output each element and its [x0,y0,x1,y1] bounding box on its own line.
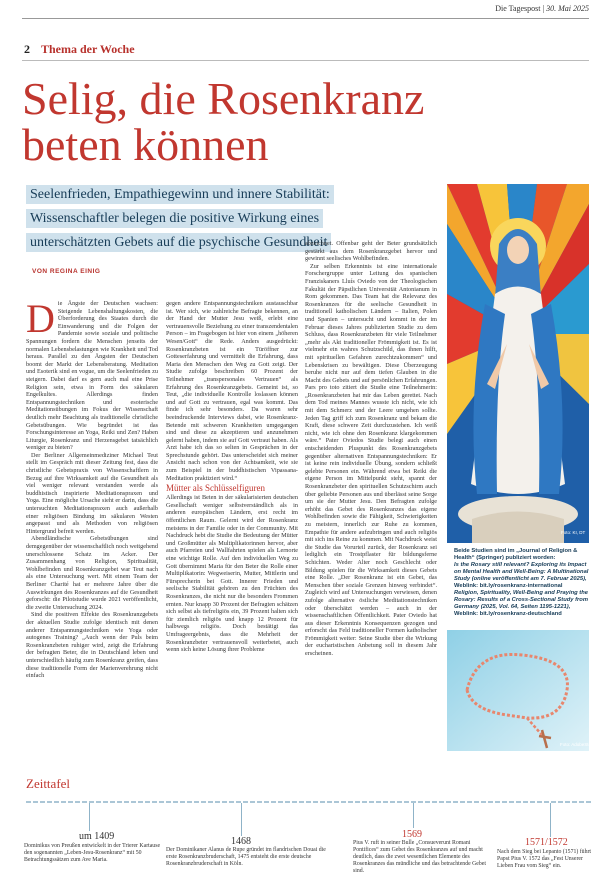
section-rule [22,60,589,61]
study-title-1: Is the Rosary still relevant? Exploring its Impact on Mental Health and Well-Being: A Multinational Study (online veröffentlicht am 7. Februar 2025), [454,562,589,582]
photo-credit: Foto: KI, DT [561,530,586,535]
timeline-year: 1569 [402,829,422,840]
study-infobox [454,548,592,618]
top-rule [22,18,589,19]
article-title: Selig, die Rosenkranz beten können [22,73,425,170]
madonna-image [447,184,589,543]
text-column-1 [26,300,158,758]
byline: VON REGINA EINIG [32,268,101,275]
timeline-tick [241,803,242,836]
rosary-image [447,630,589,751]
subheading: Mütter als Schlüsselfiguren [166,483,265,494]
timeline-year: um 1409 [79,831,115,842]
paragraph: abzeichnet. Offenbar geht der Beter grundsätzlich gestärkt aus dem Rosenkranzgebet hervor und gewinnt seelisches Wohlbefinden. [305,240,437,263]
publication-name: Die Tagespost [495,4,541,13]
timeline-axis [26,800,592,804]
paragraph: gegen andere Entspannungstechniken austauschbar ist. Wer sich, wie zahlreiche Befragte bekennen, an der Hand der Mutter Jesu weiß, erlebt eine vertrauensvolle Beziehung zu einer transzendentalen Person – im Fragebogen ist hier von einem „höheren Wesen/Gott“ die Rede. Anders ausgedrückt: Rosenkranzbeten ist ein Türöffner zur Gotteserfahrung und vermittelt die Erfahrung, dass Maria den Menschen den Weg zu Gott zeigt. Der Studie zufolge beschreiben 60 Prozent der Teilnehmer „transpersonales Vertrauen“ als Erfahrung des Rosenkranzgebets. Gemeint ist, so Teut, „die individuelle Kontrolle loslassen können und auf Gott zu vertrauen, egal was kommt. Das finde ich sehr besonders. Da waren sehr beeindruckende Interviews dabei, wie Rosenkranz-Betende mit schweren Krankheiten umgegangen sind und diese zu akzeptieren und anzunehmen gelernt haben, indem sie auf Gott vertraut haben. Als Arzt habe ich das so selten in Gesprächen in der Sprechstunde gehört. Das unterscheidet sich meiner Ansicht nach schon von der Achtsamkeit, wie sie zum Beispiel in der buddhistischen Vipassana-Meditation praktiziert wird.“ [166,300,298,482]
infobox-intro: Beide Studien sind im „Journal of Religion & Health“ (Springer) publiziert worden: [454,548,578,561]
text-column-3 [305,240,437,763]
madonna-illustration [447,184,589,543]
paragraph: ie Ängste der Deutschen wachsen: Steigende Lebenshaltungskosten, die Überforderung des Staates durch die Einwanderung und die Folgen der Pandemie sowie soziale und politische Spannungen fordern die Menschen jenseits der normalen Lebensbelastungen wie Krankheit und Tod heraus. Parallel zu den Ängsten der Deutschen boomt der Markt der Lebensberatung. Meditation und Esoterik sind en vogue, um die Seelenfrieden zu steigern. Dabei darf es gern auch mal eine Prise Religion sein, etwa in Form des säkularen Engelkultes. Allerdings finden Entspannungstechniken und esoterische Meditationsübungen im Fokus der Wissenschaft deutlich mehr Beachtung als traditionelle christliche Gebetsübungen. Wie begründet ist das Forschungsinteresse an Yoga, Reiki und Zen? Haben Liturgie, Rosenkranz und Herzensgebet tatsächlich weniger zu bieten? [26,300,158,452]
timeline-tick [89,803,90,831]
paragraph: Abendländische Gebetsübungen sind demgegenüber der wissenschaftlich noch weitgehend unerschlossene Schatz im Acker. Der Zusammenhang von Religion, Spiritualität, Wohlbefinden und Rosenkranzgebet war Teut nach als eine Untersuchung wert. Mit einem Team der Berliner Charité hat er mehrere Jahre über die Auswirkungen des Rosenkranzes auf die Gesundheit geforscht: die Pilotstudie wurde 2021 veröffentlicht, die zweite Untersuchung 2024. [26,535,158,611]
timeline-text: Pius V. ruft in seiner Bulle „Consueverunt Romani Pontifices“ zum Gebet des Rosenkranzes auf und macht deutlich, dass die zwei wesentlichen Elemente des Rosenkranzes das mündliche und das betrachtende Gebet sind. [353,840,486,872]
timeline-year: 1468 [231,836,251,847]
photo-credit: Foto: AdobeStock [560,742,596,747]
masthead [22,4,589,18]
timeline-tick [413,803,414,828]
paragraph: Der Berliner Allgemeinmediziner Michael Teut stellt im Gespräch mit dieser Zeitung fest, dass die christliche Gebetspraxis von Wissenschaftlern in Bezug auf ihre Wirksamkeit auf die Gesundheit als viel weniger relevant verstanden werde als buddhistisch inspirierte Meditationspraxen und Yoga. Eine mögliche Ursache sieht er darin, dass die untersuchten Meditationspraxen auch außerhalb einer religiösen Bindung im säkularen Westen angepasst und als Methoden von religiösen Hintergrund befreit werden. [26,451,158,535]
section-name: Thema der Woche [41,42,135,56]
timeline-text: Nach dem Sieg bei Lepanto (1571) führt Papst Pius V. 1572 das „Fest Unserer Lieben Frau vom Sieg“ ein. [497,849,592,869]
timeline-tick [550,803,551,837]
rosary-photo [447,630,589,751]
study-title-2: Religion, Spirituality, Well-Being and Praying the Rosary: Results of a Cross-Sectional Study from Germany (2025, Vol. 64, Seiten 1195-1221), [454,590,589,610]
text-column-2 [166,300,298,758]
study-link-2: Weblink: bit.ly/rosenkranz-deutschland [454,611,562,617]
page-number: 2 [24,42,30,56]
timeline-title: Zeittafel [26,776,71,791]
paragraph: Zur selben Erkenntnis ist eine internationale Forschergruppe unter Leitung des spanischen Franziskaners Lluís Oviedo von der Theologischen Fakultät der Päpstlichen Universität Antonianum in Rom gekommen. Das Team hat die Relevanz des Rosenkranzes für die seelische Gesundheit in traditionell katholischen Ländern – Italien, Polen und Spanien – untersucht und kommt in der im Februar dieses Jahres publizierten Studie zu dem Schluss, dass Rosenkranzbeten für viele Teilnehmer „mehr als Akt traditioneller Frömmigkeit ist. Es ist vielmehr ein wahres Schutzschild, das ihnen hilft, mit spirituellen Gefahren zurechtzukommen“ und Lebenskrisen zu bewältigen. Diese Überzeugung beruhe nicht nur auf dem tiefen Glauben in die Macht des Gebets und auf persönlichen Erfahrungen. Pars pro toto zitiert die Studie eine Teilnehmerin: „Rosenkranzbeten hat mir das Leben gerettet. Nach dem Tod meines Mannes wusste ich nicht, wie ich mit dem Schmerz und der Leere umgehen sollte. Jeden Tag griff ich zum Rosenkranz und bekam die Kraft, diese schwere Zeit durchzustehen. Ich weiß nicht, wie ich ohne den Rosenkranz klargekommen wäre.“ Pater Oviedos Studie belegt auch einen entscheidenden Pluspunkt des Rosenkranzgebets gegenüber alternativen Entspannungstechniken: Er ist keine rein individuelle Übung, sondern schließt gelebte Personen ein. Während etwa bei Reiki die eigene Person im Mittelpunkt steht, spannt der Rosenkranzbeter den spirituellen Schutzschirm auch über geliebte Personen aus und überlässt seine Sorge um sie der Mutter Jesu. Den Befragten zufolge erhöht das Gebet des Rosenkranzes das eigene Wohlbefinden sowie die Fähigkeit, Schwierigkeiten zu meistern, innerlich zur Ruhe zu kommen, Empathie für andere aufzubringen und auch religiös mit sich ins Reine zu kommen. Mit Nachdruck weist die Studie das Vorurteil zurück, der Rosenkranz sei lediglich ein Trostpflaster für bildungsferne Schichten. Weder Alter noch Geschlecht oder Bildung spielen für die Wirksamkeit dieses Gebets eine Rolle. „Der Rosenkranz ist ein Gebet, das Menschen über soziale Grenzen hinweg verbindet“. Zugleich wird auf Untersuchungen verwiesen, denen zufolge alternative östliche Meditationstechniken oder überschätzt werden – auch in der wissenschaftlichen Öffentlichkeit. Pater Oviedo hat aus dieser Erkenntnis Konsequenzen gezogen und erforscht das Feld traditioneller Formen katholischer Frömmigkeit weiter: Seine Studie über die Wirkung der eucharistischen Anbetung soll in diesem Jahr erscheinen. [305,262,437,658]
timeline-year: 1571/1572 [525,837,568,848]
masthead-separator: | [542,4,545,13]
paragraph: Sind die positiven Effekte des Rosenkranzgebets der aktuellen Studie zufolge identisch mit denen anderer Entspannungstechniken wie Yoga oder autogenes Training? „Auch wenn der Puls beim Rosenkranzbeten ruhiger wird, zeigt die Erfahrung der befragten Beter, die in Deutschland leben und unterschiedlich häufig zum Rosenkranz greifen, dass diese traditionelle Form der Marienverehrung nicht einfach [26,611,158,680]
paragraph: Allerdings ist Beten in der säkularisierten deutschen Gesellschaft weniger selbstverständlich als in anderen europäischen Ländern, erst recht im öffentlichen Raum. Gelernt wird der Rosenkranz meistens in der Familie oder in der Community. Mit Nachdruck hebt die Studie die Bedeutung der Mütter und Großmütter als Multiplikatorinnen hervor, aber auch Pfarreien und Wallfahrten spielen als Lernorte eine wichtige Rolle. Auf den individuellen Weg zu Gott übernimmt Maria für den Beter die Rolle einer Multiplikatorin: Wegweiserin, Mutter, Mittlerin und Fürsprecherin bei Gott. Innerer Frieden und seelische Stabilität gehören zu den Früchten des Rosenkranzes, die nicht nur die besonders Frommen ernten. Nur knapp 30 Prozent der Befragten schätzen sich selbst als tiefreligiös ein, 39 Prozent halten sich für ziemlich religiös und knapp 12 Prozent für halbwegs religiös. Doch bestätigt das Umfrageergebnis, dass die Mehrheit der Rosenkranzbeter vertrauensvoll weiterbetet, auch wenn sich keine Lösung ihrer Probleme [166,494,298,654]
lead-text: Seelenfrieden, Empathiegewinn und innere Stabilität: Wissenschaftler belegen die positive Wirkung eines unterschätzten Gebets auf die psychische Gesundheit [26,185,334,252]
issue-date: 30. Mai 2025 [546,4,589,13]
timeline-text: Der Dominikaner Alanus de Rupe gründet im flandrischen Douai die erste Rosenkranzbruderschaft, 1475 entsteht die erste deutsche Rosenkranzbruderschaft in Köln. [166,847,326,867]
timeline-text: Dominikus von Preußen entwickelt in der Trierer Kartause den sogenannten „Leben-Jesu-Rosenkranz“ mit 50 Betrachtungssätzen zum Ave Maria. [24,843,161,863]
drop-cap: D [26,300,55,341]
study-link-1: Weblink: bit.ly/rosenkranz-international [454,583,563,589]
